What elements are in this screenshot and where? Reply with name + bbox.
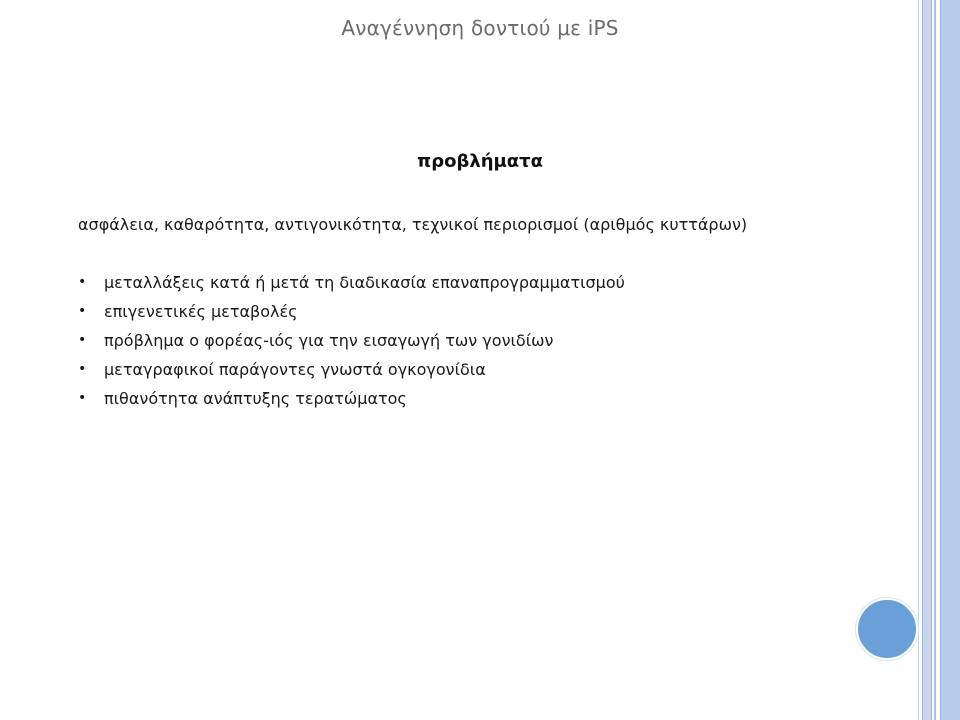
bullet-icon: • (78, 361, 87, 377)
bullet-text: επιγενετικές μεταβολές (104, 302, 298, 321)
decorative-stripe (918, 0, 919, 720)
bullet-text: μεταγραφικοί παράγοντες γνωστά ογκογονίδια (104, 360, 486, 379)
slide-title: Αναγέννηση δοντιού με iPS (341, 16, 619, 40)
decorative-stripe (922, 0, 932, 720)
bullet-item (78, 268, 625, 297)
bullet-item (78, 297, 625, 326)
bullet-icon: • (78, 274, 87, 290)
bullet-item (78, 355, 625, 384)
bullet-item (78, 326, 625, 355)
bullet-icon: • (78, 303, 87, 319)
section-heading: προβλήματα (416, 151, 544, 172)
bullet-icon: • (78, 332, 87, 348)
bullet-icon: • (78, 390, 87, 406)
bullet-text: πιθανότητα ανάπτυξης τερατώματος (104, 389, 407, 408)
decorative-circle (856, 598, 918, 660)
bullet-text: πρόβλημα ο φορέας-ιός για την εισαγωγή των γονιδίων (104, 331, 554, 350)
bullet-text: μεταλλάξεις κατά ή μετά τη διαδικασία επαναπρογραμματισμού (104, 273, 625, 292)
decorative-stripe (940, 0, 960, 720)
bullet-item (78, 384, 625, 413)
decorative-stripe (934, 0, 936, 720)
intro-text: ασφάλεια, καθαρότητα, αντιγονικότητα, τεχνικοί περιορισμοί (αριθμός κυττάρων) (78, 215, 748, 234)
bullet-list (78, 268, 625, 413)
